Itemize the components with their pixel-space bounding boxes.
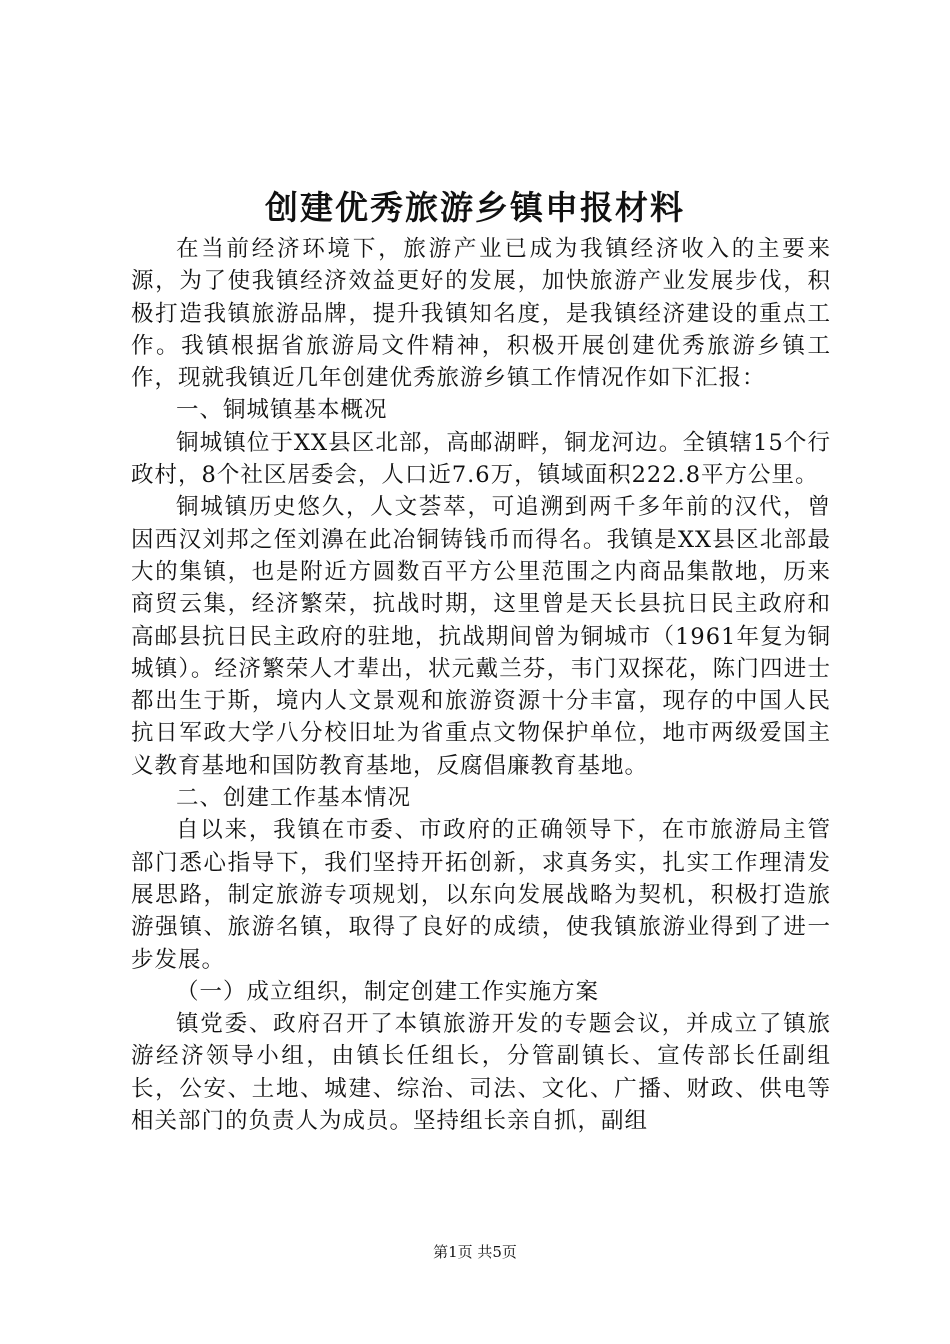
paragraph-intro: 在当前经济环境下，旅游产业已成为我镇经济收入的主要来源，为了使我镇经济效益更好的发展，加快旅游产业发展步伐，积极打造我镇旅游品牌，提升我镇知名度，是我镇经济建设的重点工作。我镇根据省旅游局文件精神，积极开展创建优秀旅游乡镇工作，现就我镇近几年创建优秀旅游乡镇工作情况作如下汇报： (131, 236, 831, 392)
paragraph-organization: 镇党委、政府召开了本镇旅游开发的专题会议，并成立了镇旅游经济领导小组，由镇长任组长，分管副镇长、宣传部长任副组长，公安、土地、城建、综治、司法、文化、广播、财政、供电等相关部门的负责人为成员。坚持组长亲自抓，副组 (131, 1011, 831, 1135)
section-heading-1: 一、铜城镇基本概况 (176, 397, 388, 424)
document-body (131, 233, 831, 1137)
paragraph-overview: 铜城镇位于XX县区北部，高邮湖畔，铜龙河边。全镇辖15个行政村，8个社区居委会，人口近7.6万，镇域面积222.8平方公里。 (131, 429, 831, 489)
paragraph-work: 自以来，我镇在市委、市政府的正确领导下，在市旅游局主管部门悉心指导下，我们坚持开拓创新，求真务实，扎实工作理清发展思路，制定旅游专项规划，以东向发展战略为契机，积极打造旅游强镇、旅游名镇，取得了良好的成绩，使我镇旅游业得到了进一步发展。 (131, 817, 831, 973)
paragraph-history: 铜城镇历史悠久，人文荟萃，可追溯到两千多年前的汉代，曾因西汉刘邦之侄刘濞在此冶铜铸钱币而得名。我镇是XX县区北部最大的集镇，也是附近方圆数百平方公里范围之内商品集散地，历来商贸云集，经济繁荣，抗战时期，这里曾是天长县抗日民主政府和高邮县抗日民主政府的驻地，抗战期间曾为铜城市（1961年复为铜城镇）。经济繁荣人才辈出，状元戴兰芬，韦门双探花，陈门四进士都出生于斯，境内人文景观和旅游资源十分丰富，现存的中国人民抗日军政大学八分校旧址为省重点文物保护单位，地市两级爱国主义教育基地和国防教育基地，反腐倡廉教育基地。 (131, 494, 831, 779)
subsection-heading-1: （一）成立组织，制定创建工作实施方案 (176, 978, 600, 1005)
section-heading-2: 二、创建工作基本情况 (176, 785, 412, 812)
page-footer: 第1页 共5页 (433, 1243, 517, 1261)
document-title: 创建优秀旅游乡镇申报材料 (265, 188, 685, 227)
